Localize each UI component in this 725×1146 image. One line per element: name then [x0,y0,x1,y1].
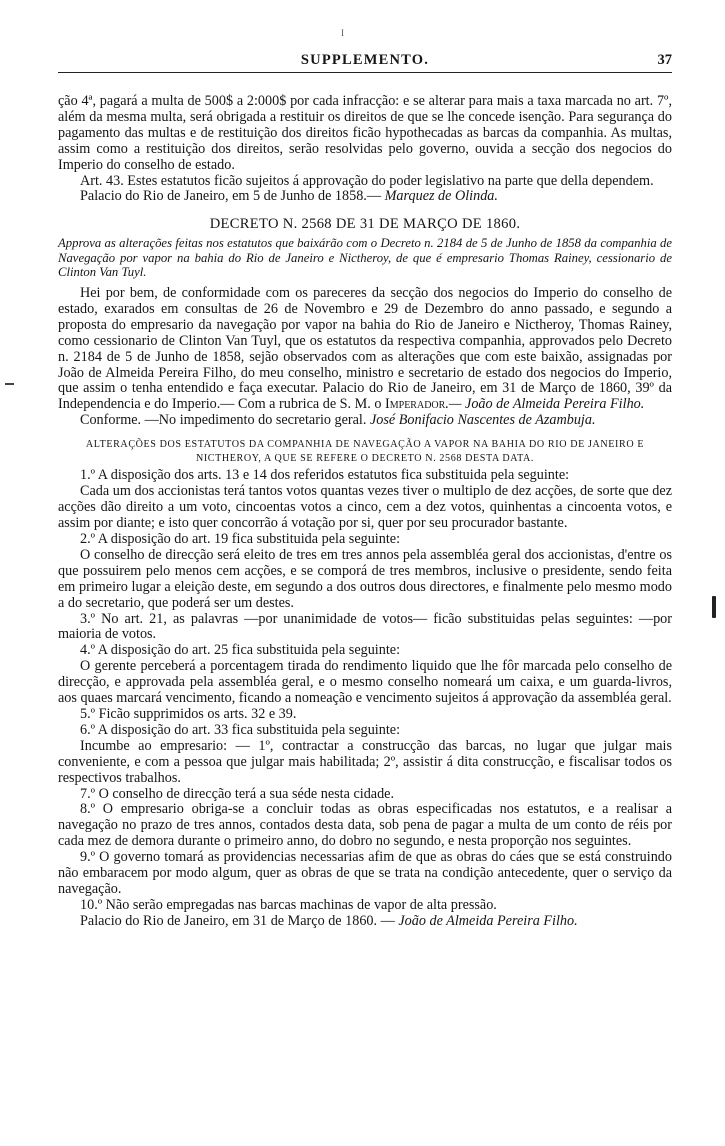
alterations-closing [58,914,672,930]
statute-closing [58,189,672,205]
conforme-text: Conforme. —No impedimento do secretario geral. [80,412,367,429]
decree-body [58,286,672,413]
alterations-closing-text: Palacio do Rio de Janeiro, em 31 de Março de 1860. — [80,912,395,929]
page-mark: I [341,28,344,38]
decree-body-imperador: Imperador [385,396,446,413]
margin-ink-mark [712,596,716,618]
conforme-signature: José Bonifacio Nascentes de Azambuja. [369,412,596,429]
alteration-item: Cada um dos accionistas terá tantos votos quantas vezes tiver o multiplo de dez acções, de sorte que dez acções dão direito a um voto, cincoentas votos a cinco, cem a dez votos, quinhentas a cincoenta votos, e assim por diante; e isto quer concorrão á votação por si, quer por seu procurador bastante. [58,483,672,532]
running-header [58,50,672,73]
alteration-item: 9.º O governo tomará as providencias necessarias afim de que as obras do cáes que se está construindo não embaracem por modo algum, quer as obras de que se trata na condição antecedente, quer o serviço da navegação. [58,849,672,897]
decree-body-signature: .— João de Almeida Pereira Filho. [445,396,645,413]
page-number: 37 [657,52,672,68]
alteration-item: 4.º A disposição do art. 25 fica substituida pela seguinte: [80,642,401,659]
continuation-paragraph: ção 4ª, pagará a multa de 500$ a 2:000$ por cada infracção: e se alterar para mais a taxa marcada no art. 7º, além da mesma multa, será obrigada a restituir os direitos de que se lhe concede isenção. Para segurança do pagamento das multas e de restituição dos direitos ficão hypothecadas as barcas da companhia. As multas, assim como a restituição dos direitos, serão resolvidas pelo governo, ouvida a secção dos negocios do Imperio do conselho de estado. [58,93,672,173]
decree-title: DECRETO N. 2568 DE 31 DE MARÇO DE 1860. [209,216,521,233]
alteration-item: 3.º No art. 21, as palavras —por unanimidade de votos— ficão substituidas pelas seguintes: —por maioria de votos. [58,610,672,643]
text-column [58,94,672,930]
article-43: Art. 43. Estes estatutos ficão sujeitos á approvação do poder legislativo na parte que della dependem. [80,172,654,189]
decree-summary: Approva as alterações feitas nos estatutos que baixárão com o Decreto n. 2184 de 5 de Junho de 1858 da companhia de Navegação por vapor na bahia do Rio de Janeiro e Nictheroy, de que é empresario Thomas Rainey, cessionario de Clinton Van Tuyl. [58,236,672,280]
decree-conforme [58,413,672,429]
decree-body-text: Hei por bem, de conformidade com os pareceres da secção dos negocios do Imperio do conselho de estado, exarados em consultas de 26 de Novembro e 29 de Dezembro do anno passado, e segundo a proposta do empresario da navegação por vapor na bahia do Rio de Janeiro e Nictheroy, Thomas Rainey, como cessionario de Clinton Van Tuyl, que os estatutos da respectiva companhia, approvados pelo Decreto n. 2184 de 5 de Junho de 1858, sejão observados com as alterações que com este baixão, assignadas por João de Almeida Pereira Filho, do meu conselho, ministro e secretario de estado dos negocios do Imperio, que assim o tenha entendido e faça executar. Palacio do Rio de Janeiro, em 31 de Março de 1860, 39º da Independencia e do Imperio.— Com a rubrica de S. M. o [58,285,672,413]
alteration-item: 6.º A disposição do art. 33 fica substituida pela seguinte: [80,721,401,738]
alteration-item: 10.º Não serão empregadas nas barcas machinas de vapor de alta pressão. [80,896,497,913]
alterations-closing-signature: João de Almeida Pereira Filho. [398,912,578,929]
alteration-item: Incumbe ao empresario: — 1º, contractar a construcção das barcas, no lugar que julgar mais conveniente, e com a pessoa que julgar mais habilitada; 2º, assistir á dita construcção, e fiscalisar todos os respectivos trabalhos. [58,737,672,786]
alteration-item: 5.º Ficão supprimidos os arts. 32 e 39. [80,705,297,722]
alteration-item: O gerente perceberá a porcentagem tirada do rendimento liquido que lhe fôr marcada pelo conselho de direcção, e approvada pela assembléa geral, e o mesmo conselho nomeará um caixa, e um guarda-livros, aos quaes marcará vencimento, ficando a nomeação e vencimento sujeitos á approvação da assembléa geral. [58,658,672,707]
alteration-item: 2.º A disposição do art. 19 fica substituida pela seguinte: [80,531,401,547]
alteration-item: 8.º O empresario obriga-se a concluir todas as obras especificadas nos estatutos, e a realisar a navegação no prazo de tres annos, contados desta data, sob pena de pagar a multa de um conto de réis por cada mez de demora durante o primeiro anno, do dobro no segundo, e nesta proporção nos seguintes. [58,801,672,850]
header-title: SUPPLEMENTO. [300,52,430,68]
statute-closing-text: Palacio do Rio de Janeiro, em 5 de Junho de 1858.— [80,188,382,205]
statute-closing-signature: Marquez de Olinda. [384,188,498,205]
alteration-item: 1.º A disposição dos arts. 13 e 14 dos referidos estatutos fica substituida pela seguinte: [80,467,570,484]
margin-ink-dash [5,383,14,385]
alterations-title: ALTERAÇÕES DOS ESTATUTOS DA COMPANHIA DE NAVEGAÇÃO A VAPOR NA BAHIA DO RIO DE JANEIRO E NICTHEROY, A QUE SE REFERE O DECRETO N. 2568 DESTA DATA. [85,439,645,464]
alteration-item: O conselho de direcção será eleito de tres em tres annos pela assembléa geral dos accionistas, d'entre os que possuirem pelo menos cem acções, e se comporá de tres membros, inclusive o presidente, sendo feita em primeiro lugar a eleição deste, em segundo a dos outros dous directores, e finalmente pelo mesmo modo a do secretario, que poderá ser um destes. [58,546,672,611]
alteration-item: 7.º O conselho de direcção terá a sua séde nesta cidade. [80,785,395,802]
